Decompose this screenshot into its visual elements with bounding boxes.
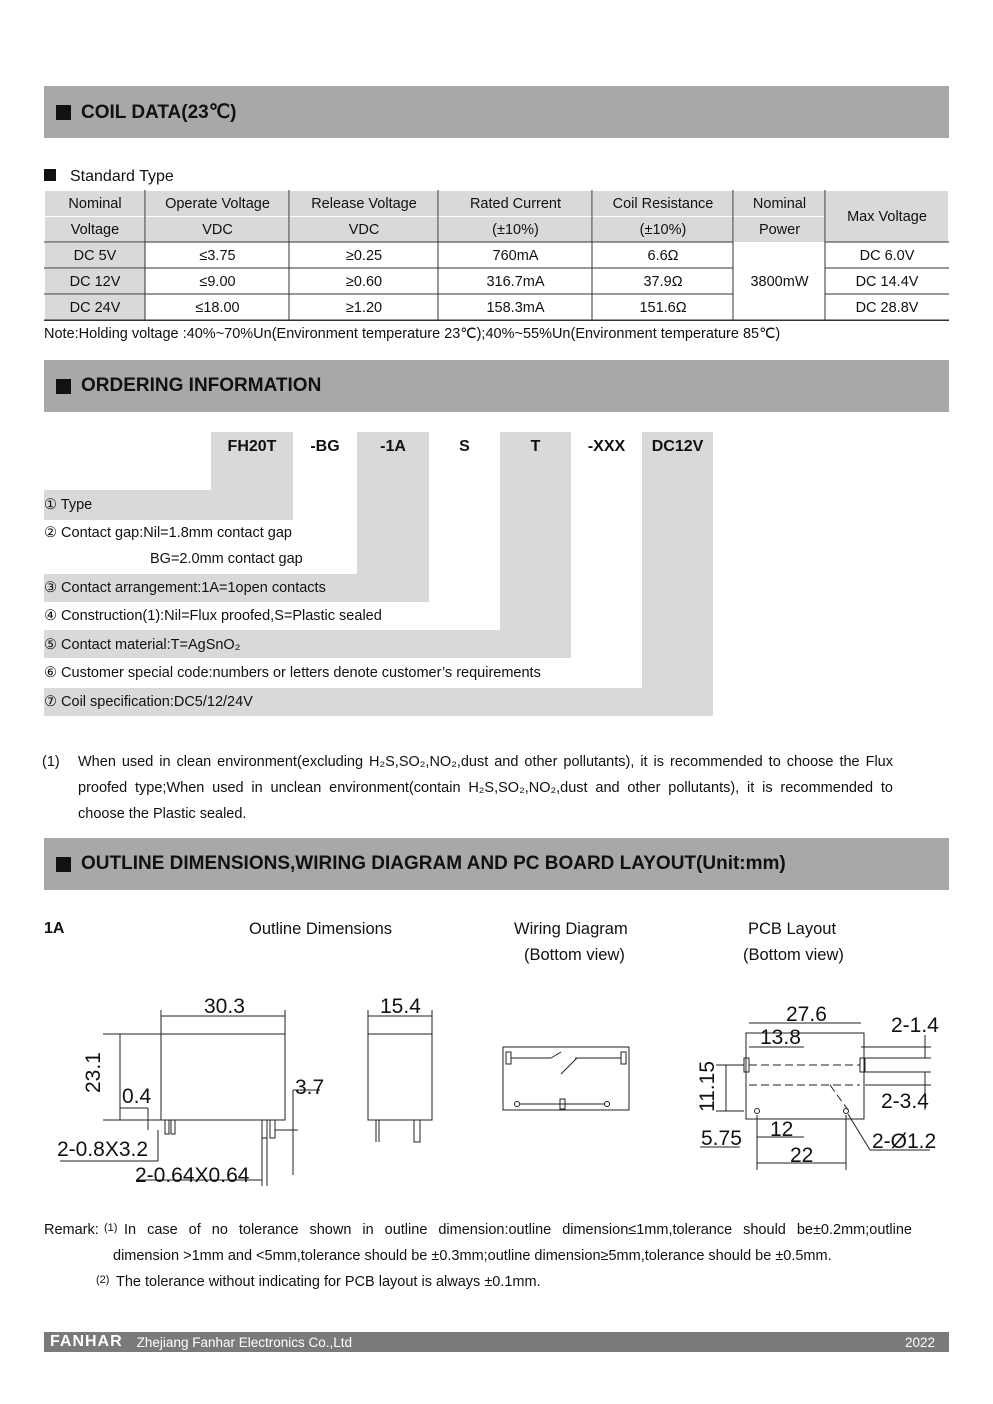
order-item: ② Contact gap:Nil=1.8mm contact gap xyxy=(44,525,292,541)
section-title: OUTLINE DIMENSIONS,WIRING DIAGRAM AND PC BOARD LAYOUT(Unit:mm) xyxy=(81,853,786,874)
dim-label: 22 xyxy=(790,1144,814,1167)
table-cell: 158.3mA xyxy=(439,295,593,321)
section-header-outline xyxy=(44,838,949,890)
square-bullet-icon xyxy=(56,379,71,394)
order-code: DC12V xyxy=(651,438,704,455)
wiring-diagram-title: Wiring Diagram xyxy=(514,920,628,938)
page-footer xyxy=(44,1332,949,1352)
footnote-mark: (1) xyxy=(42,754,60,770)
subtitle-text: Standard Type xyxy=(70,168,174,185)
order-code: T xyxy=(530,438,541,455)
section-title: ORDERING INFORMATION xyxy=(81,375,322,396)
section-title: COIL DATA(23℃) xyxy=(81,101,237,123)
table-cell: ≥1.20 xyxy=(290,295,439,321)
order-item: BG=2.0mm contact gap xyxy=(150,551,303,567)
variant-label: 1A xyxy=(44,920,65,937)
pcb-layout-title: PCB Layout xyxy=(748,920,837,938)
pcb-layout-subtitle: (Bottom view) xyxy=(743,946,844,964)
table-header-cell: Release Voltage xyxy=(290,191,439,217)
table-header-cell: VDC xyxy=(146,217,290,243)
table-cell: 316.7mA xyxy=(439,269,593,295)
table-cell: 37.9Ω xyxy=(593,269,734,295)
order-item: ① Type xyxy=(44,497,93,513)
table-header-cell: (±10%) xyxy=(439,217,593,243)
table-header-cell: Nominal xyxy=(734,191,826,217)
wiring-diagram xyxy=(503,1047,629,1110)
order-item: ⑦ Coil specification:DC5/12/24V xyxy=(44,694,253,710)
dim-label: 5.75 xyxy=(701,1127,742,1150)
section-header-coil xyxy=(44,86,949,138)
relay-front-view xyxy=(161,1034,285,1120)
order-column xyxy=(642,432,713,716)
order-column xyxy=(500,432,571,658)
dim-label: 15.4 xyxy=(380,995,421,1018)
square-bullet-icon xyxy=(56,105,71,120)
remark-line: The tolerance without indicating for PCB layout is always ±0.1mm. xyxy=(116,1274,541,1290)
remark-line: dimension >1mm and <5mm,tolerance should be ±0.3mm;outline dimension≥5mm,tolerance should be ±0.5mm. xyxy=(113,1248,832,1264)
dim-label: 2-0.64X0.64 xyxy=(135,1164,250,1187)
remark-label: Remark: xyxy=(44,1222,99,1238)
footnote-line: When used in clean environment(excluding H₂S,SO₂,NO₂,dust and other pollutants), it is recommended to choose the Flux xyxy=(78,754,893,770)
dim-label: 23.1 xyxy=(82,1052,105,1093)
order-code: -1A xyxy=(380,438,406,455)
table-cell: ≥0.25 xyxy=(290,243,439,269)
dim-label: 13.8 xyxy=(760,1026,801,1049)
company-name: Zhejiang Fanhar Electronics Co.,Ltd xyxy=(136,1334,353,1350)
company-logo: FANHAR xyxy=(50,1333,123,1350)
table-cell: ≤9.00 xyxy=(146,269,290,295)
table-header-cell: Power xyxy=(734,217,826,243)
order-item: ⑤ Contact material:T=AgSnO₂ xyxy=(44,637,241,653)
relay-side-view xyxy=(368,1034,432,1120)
square-bullet-icon xyxy=(56,857,71,872)
wiring-diagram-subtitle: (Bottom view) xyxy=(524,946,625,964)
table-header-cell: VDC xyxy=(290,217,439,243)
order-item: ④ Construction(1):Nil=Flux proofed,S=Plastic sealed xyxy=(44,608,382,624)
table-header-cell: Voltage xyxy=(45,217,146,243)
dim-label: 2-3.4 xyxy=(881,1090,929,1113)
footnote-line: choose the Plastic sealed. xyxy=(78,806,247,822)
remark-line: In case of no tolerance shown in outline dimension:outline dimension≤1mm,tolerance should be±0.2mm;outline xyxy=(124,1222,912,1238)
table-header-cell: Max Voltage xyxy=(826,191,949,243)
table-cell-power: 3800mW xyxy=(734,243,826,321)
table-cell: 151.6Ω xyxy=(593,295,734,321)
dim-label: 2-Ø1.2 xyxy=(872,1130,937,1153)
dim-label: 2-0.8X3.2 xyxy=(57,1138,149,1161)
table-header-cell: Nominal xyxy=(45,191,146,217)
table-cell: DC 24V xyxy=(45,295,146,321)
dim-label: 12 xyxy=(770,1118,794,1141)
table-gridlines xyxy=(44,190,949,322)
dim-label: 11.15 xyxy=(696,1061,719,1112)
outline-dimensions-title: Outline Dimensions xyxy=(249,920,393,938)
table-cell: DC 12V xyxy=(45,269,146,295)
table-cell: ≤18.00 xyxy=(146,295,290,321)
table-header-cell: Operate Voltage xyxy=(146,191,290,217)
dim-label: 30.3 xyxy=(204,995,245,1018)
section-header-ordering xyxy=(44,360,949,412)
footer-year: 2022 xyxy=(904,1334,935,1350)
coil-note: Note:Holding voltage :40%~70%Un(Environment temperature 23℃);40%~55%Un(Environment temperature 85℃) xyxy=(44,326,781,342)
table-cell: 6.6Ω xyxy=(593,243,734,269)
table-header-cell: (±10%) xyxy=(593,217,734,243)
order-code: FH20T xyxy=(227,438,277,455)
dim-label: 0.4 xyxy=(122,1085,152,1108)
square-bullet-icon xyxy=(44,169,56,181)
order-code: -BG xyxy=(310,438,340,455)
table-cell: ≥0.60 xyxy=(290,269,439,295)
dim-label: 27.6 xyxy=(786,1003,827,1026)
remark-mark: (1) xyxy=(104,1222,118,1234)
dim-label: 2-1.4 xyxy=(891,1014,939,1037)
table-cell: DC 14.4V xyxy=(826,269,949,295)
order-code: S xyxy=(459,438,470,455)
table-header-cell: Rated Current xyxy=(439,191,593,217)
footnote-line: proofed type;When used in unclean environment(contain H₂S,SO₂,NO₂,dust and other pollutants), it is recommended to xyxy=(78,780,893,796)
order-item: ⑥ Customer special code:numbers or letters denote customer’s requirements xyxy=(44,665,541,681)
table-cell: DC 28.8V xyxy=(826,295,949,321)
subtitle-standard-type xyxy=(44,168,174,186)
table-cell: DC 6.0V xyxy=(826,243,949,269)
table-header-cell: Coil Resistance xyxy=(593,191,734,217)
table-cell: 760mA xyxy=(439,243,593,269)
order-code: -XXX xyxy=(587,438,626,455)
dim-label: 3.7 xyxy=(295,1076,325,1099)
order-item: ③ Contact arrangement:1A=1open contacts xyxy=(44,580,326,596)
table-cell: DC 5V xyxy=(45,243,146,269)
technical-drawings xyxy=(0,990,993,1200)
table-cell: ≤3.75 xyxy=(146,243,290,269)
remark-mark: (2) xyxy=(96,1274,110,1286)
